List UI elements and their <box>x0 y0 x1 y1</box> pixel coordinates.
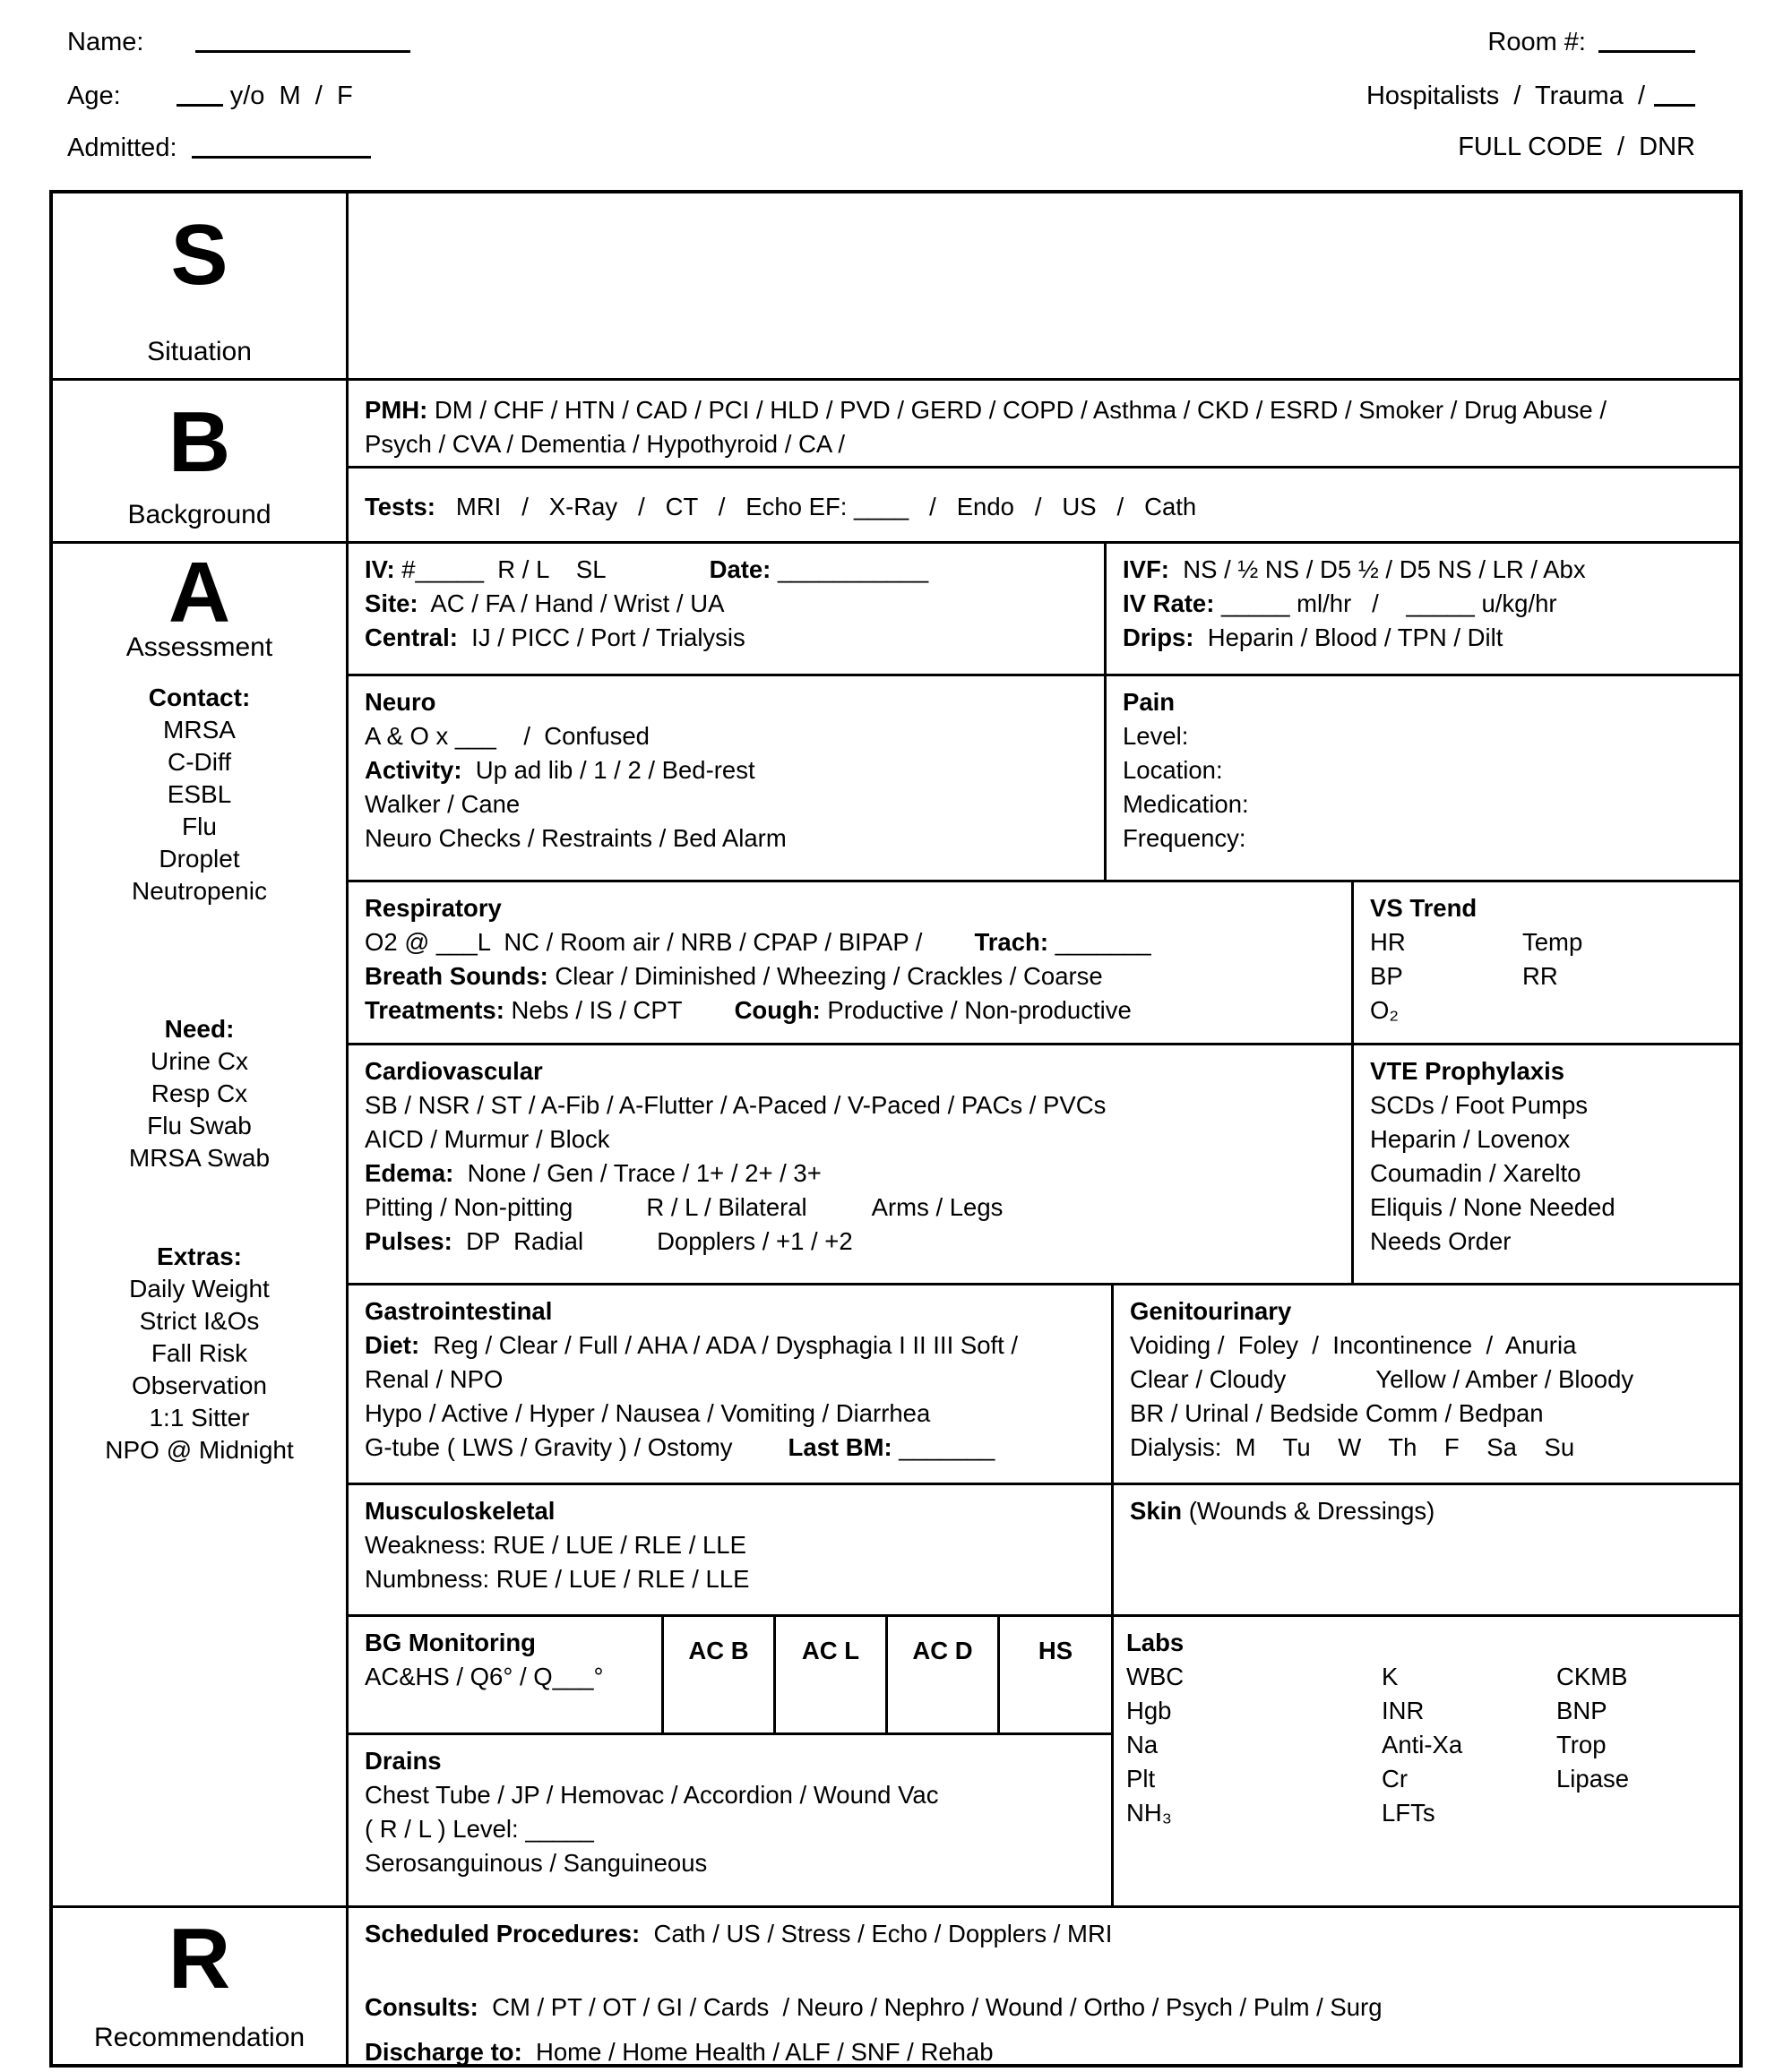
extras-item: Strict I&Os <box>139 1307 260 1336</box>
labs-box <box>1114 1617 1739 1908</box>
need-item: Resp Cx <box>151 1079 248 1108</box>
activity-options: Up ad lib / 1 / 2 / Bed-rest <box>461 756 755 784</box>
contact-precautions-block <box>132 682 267 907</box>
name-label: Name: <box>67 28 144 56</box>
contact-item: Neutropenic <box>132 877 267 906</box>
breath-sounds-options: Clear / Diminished / Wheezing / Crackles / Coarse <box>547 962 1103 990</box>
pmh-box <box>349 381 1739 469</box>
vte-item: Heparin / Lovenox <box>1370 1125 1571 1153</box>
neuro-orientation-options: A & O x ___ / Confused <box>365 722 650 750</box>
drips-options: Heparin / Blood / TPN / Dilt <box>1193 623 1503 651</box>
iv-line <box>365 553 1088 587</box>
discharge-options: Home / Home Health / ALF / SNF / Rehab <box>521 2038 994 2066</box>
pain-frequency-line: Frequency: <box>1123 824 1246 852</box>
labs-row <box>1126 1762 1723 1796</box>
age-blank-line <box>177 79 223 107</box>
vs-hr-label: HR <box>1370 928 1406 956</box>
cough-options: Productive / Non-productive <box>820 996 1132 1024</box>
bowel-sounds-options: Hypo / Active / Hyper / Nausea / Vomiting / Diarrhea <box>365 1399 931 1427</box>
consults-label: Consults: <box>365 1993 478 2021</box>
laterality-options: R / L / Bilateral <box>646 1193 807 1221</box>
genitourinary-title: Genitourinary <box>1130 1297 1292 1325</box>
code-status-line <box>1458 131 1695 163</box>
iv-date-blank: ___________ <box>771 555 929 583</box>
iv-box <box>349 544 1107 676</box>
room-field <box>1487 25 1695 58</box>
section-r-letter: R <box>168 1911 231 2007</box>
age-field <box>67 79 353 112</box>
diet-label: Diet: <box>365 1331 420 1359</box>
skin-title: Skin <box>1130 1497 1183 1525</box>
musculoskeletal-box <box>349 1485 1114 1617</box>
trach-blank: _______ <box>1047 928 1151 956</box>
diet-line-2 <box>365 1363 1095 1397</box>
contact-header: Contact: <box>148 684 251 712</box>
lab-plt: Plt <box>1126 1765 1156 1793</box>
pulses-options: DP Radial <box>452 1227 584 1255</box>
contact-item: C-Diff <box>167 748 232 777</box>
lab-k: K <box>1382 1663 1399 1690</box>
bg-col-acd <box>888 1617 1000 1735</box>
lab-empty <box>1556 1796 1723 1830</box>
dialysis-days-options: Dialysis: M Tu W Th F Sa Su <box>1130 1433 1575 1461</box>
breath-sounds-label: Breath Sounds: <box>365 962 548 990</box>
voiding-options: Voiding / Foley / Incontinence / Anuria <box>1130 1331 1577 1359</box>
scheduled-procedures-label: Scheduled Procedures: <box>365 1920 641 1947</box>
pain-medication-line: Medication: <box>1123 790 1249 818</box>
bowel-sounds-line <box>365 1397 1095 1431</box>
vte-item: Needs Order <box>1370 1227 1512 1255</box>
iv-label: IV: <box>365 555 395 583</box>
section-a-label: Assessment <box>125 632 273 663</box>
lab-ckmb: CKMB <box>1556 1663 1628 1690</box>
activity-label: Activity: <box>365 756 462 784</box>
treatments-line <box>365 993 1335 1027</box>
vs-rr-label: RR <box>1522 962 1558 990</box>
diet-line <box>365 1328 1095 1363</box>
service-blank-line <box>1654 79 1695 107</box>
pain-location-line: Location: <box>1123 756 1223 784</box>
section-a-cell <box>53 544 349 1908</box>
section-r-label: Recommendation <box>93 2023 306 2052</box>
drains-box <box>349 1735 1114 1908</box>
bg-col-acl <box>776 1617 888 1735</box>
lab-wbc: WBC <box>1126 1663 1185 1690</box>
labs-row <box>1126 1796 1723 1830</box>
vs-o2-label: O₂ <box>1370 996 1400 1024</box>
edema-label: Edema: <box>365 1159 454 1187</box>
labs-row <box>1126 1728 1723 1762</box>
section-b-letter: B <box>168 394 231 490</box>
cardiovascular-box <box>349 1045 1354 1285</box>
lab-na: Na <box>1126 1731 1159 1758</box>
room-label: Room #: <box>1487 28 1586 56</box>
respiratory-title: Respiratory <box>365 894 502 922</box>
iv-site-options: AC / FA / Hand / Wrist / UA <box>418 589 725 617</box>
bg-monitoring-title: BG Monitoring <box>365 1629 536 1656</box>
need-item: Urine Cx <box>151 1047 248 1076</box>
pmh-label: PMH: <box>365 396 428 424</box>
iv-date-label: Date: <box>709 555 771 583</box>
dopplers-options: Dopplers / +1 / +2 <box>657 1227 853 1255</box>
edema-options: None / Gen / Trace / 1+ / 2+ / 3+ <box>453 1159 822 1187</box>
lab-nh3: NH₃ <box>1126 1799 1172 1827</box>
bg-monitoring-box <box>349 1617 664 1735</box>
voiding-line <box>1130 1328 1723 1363</box>
urine-appearance-line <box>1130 1363 1723 1397</box>
last-bm-label: Last BM: <box>788 1433 892 1461</box>
vte-item: Coumadin / Xarelto <box>1370 1159 1581 1187</box>
activity-line <box>365 753 1088 787</box>
ivf-label: IVF: <box>1123 555 1169 583</box>
service-line <box>1366 79 1695 112</box>
labs-title: Labs <box>1126 1629 1185 1656</box>
neuro-title: Neuro <box>365 688 436 716</box>
vte-item: SCDs / Foot Pumps <box>1370 1091 1588 1119</box>
labs-row <box>1126 1660 1723 1694</box>
recommendation-box <box>349 1908 1739 2064</box>
lab-cr: Cr <box>1382 1765 1409 1793</box>
iv-site-label: Site: <box>365 589 418 617</box>
extras-header: Extras: <box>157 1242 242 1271</box>
cough-label: Cough: <box>734 996 821 1024</box>
need-item: MRSA Swab <box>128 1144 271 1173</box>
urine-clarity-options: Clear / Cloudy <box>1130 1365 1287 1393</box>
vte-prophylaxis-box <box>1354 1045 1739 1285</box>
discharge-label: Discharge to: <box>365 2038 522 2066</box>
sbar-table <box>49 190 1743 2068</box>
vte-title: VTE Prophylaxis <box>1370 1057 1565 1085</box>
urine-color-options: Yellow / Amber / Bloody <box>1375 1365 1634 1393</box>
cardiac-device-options: AICD / Murmur / Block <box>365 1125 610 1153</box>
lab-bnp: BNP <box>1556 1697 1607 1724</box>
iv-rate-label: IV Rate: <box>1123 589 1215 617</box>
oxygen-options: O2 @ ___L NC / Room air / NRB / CPAP / BIPAP / <box>365 928 923 956</box>
pmh-line <box>365 393 1723 427</box>
extras-item: 1:1 Sitter <box>149 1404 250 1432</box>
vs-row <box>1370 959 1723 993</box>
pmh-options-1: DM / CHF / HTN / CAD / PCI / HLD / PVD / GERD / COPD / Asthma / CKD / ESRD / Smoker / Drug Abuse / <box>427 396 1607 424</box>
section-s-cell <box>53 193 349 381</box>
lab-antixa: Anti-Xa <box>1382 1731 1463 1758</box>
need-block <box>129 1013 270 1174</box>
extras-item: Daily Weight <box>129 1275 270 1303</box>
section-s-letter: S <box>170 207 228 303</box>
vs-trend-title: VS Trend <box>1370 894 1478 922</box>
edema-line <box>365 1156 1335 1191</box>
drips-label: Drips: <box>1123 623 1194 651</box>
cardiovascular-title: Cardiovascular <box>365 1057 543 1085</box>
contact-item: ESBL <box>167 780 232 809</box>
lab-hgb: Hgb <box>1126 1697 1172 1724</box>
neuro-orientation-line <box>365 719 1088 753</box>
situation-notes-area <box>349 193 1739 381</box>
neuro-safety-options: Neuro Checks / Restraints / Bed Alarm <box>365 824 787 852</box>
section-a-letter: A <box>168 545 231 641</box>
vte-item: Eliquis / None Needed <box>1370 1193 1615 1221</box>
pmh-line <box>365 427 1723 461</box>
gtube-line <box>365 1431 1095 1465</box>
ivf-line <box>1123 553 1723 587</box>
ivf-options: NS / ½ NS / D5 ½ / D5 NS / LR / Abx <box>1168 555 1586 583</box>
bg-frequency-line: AC&HS / Q6° / Q___° <box>365 1663 604 1690</box>
extras-item: Observation <box>132 1371 267 1400</box>
lab-inr: INR <box>1382 1697 1425 1724</box>
bg-col-acd-label: AC D <box>912 1637 973 1664</box>
labs-row <box>1126 1694 1723 1728</box>
pitting-line <box>365 1191 1335 1225</box>
bg-col-acb <box>664 1617 776 1735</box>
diet-options: Reg / Clear / Full / AHA / ADA / Dysphagia I II III Soft / <box>419 1331 1019 1359</box>
pulses-line <box>365 1225 1335 1259</box>
vs-row <box>1370 993 1723 1027</box>
discharge-line <box>365 2035 1723 2069</box>
skin-subtitle: (Wounds & Dressings) <box>1182 1497 1435 1525</box>
extras-item: NPO @ Midnight <box>105 1436 294 1465</box>
extras-item: Fall Risk <box>151 1339 248 1368</box>
neuro-safety-line <box>365 821 1088 855</box>
iv-central-line <box>365 621 1088 655</box>
drain-level-line: ( R / L ) Level: _____ <box>365 1815 594 1843</box>
gastrointestinal-box <box>349 1285 1114 1485</box>
admitted-label: Admitted: <box>67 133 177 162</box>
vs-bp-label: BP <box>1370 962 1403 990</box>
pmh-options-2: Psych / CVA / Dementia / Hypothyroid / CA / <box>365 430 845 458</box>
scheduled-procedures-options: Cath / US / Stress / Echo / Dopplers / MRI <box>640 1920 1113 1947</box>
need-header: Need: <box>164 1015 235 1044</box>
lab-lipase: Lipase <box>1556 1765 1630 1793</box>
cardiac-device-line <box>365 1122 1335 1156</box>
drain-output-line: Serosanguinous / Sanguineous <box>365 1849 708 1877</box>
genitourinary-box <box>1114 1285 1739 1485</box>
extras-block <box>105 1241 294 1466</box>
skin-title-line <box>1130 1494 1723 1528</box>
diet-options-2: Renal / NPO <box>365 1365 504 1393</box>
room-blank-line <box>1598 25 1695 53</box>
rhythm-line <box>365 1088 1335 1122</box>
iv-site-line <box>365 587 1088 621</box>
pulses-label: Pulses: <box>365 1227 452 1255</box>
dialysis-line <box>1130 1431 1723 1465</box>
iv-rate-line <box>1123 587 1723 621</box>
trach-label: Trach: <box>974 928 1048 956</box>
toileting-options: BR / Urinal / Bedside Comm / Bedpan <box>1130 1399 1544 1427</box>
tests-box <box>349 469 1739 544</box>
pain-title: Pain <box>1123 688 1176 716</box>
contact-item: MRSA <box>163 716 236 744</box>
last-bm-blank: _______ <box>892 1433 995 1461</box>
scheduled-procedures-line <box>365 1917 1723 1951</box>
iv-central-options: IJ / PICC / Port / Trialysis <box>457 623 745 651</box>
iv-rate-options: _____ ml/hr / _____ u/kg/hr <box>1214 589 1557 617</box>
musculoskeletal-title: Musculoskeletal <box>365 1497 556 1525</box>
weakness-line: Weakness: RUE / LUE / RLE / LLE <box>365 1531 746 1559</box>
neuro-box <box>349 676 1107 882</box>
contact-item: Flu <box>182 812 217 841</box>
vs-trend-box <box>1354 882 1739 1045</box>
treatments-options: Nebs / IS / CPT <box>504 996 683 1024</box>
consults-options: CM / PT / OT / GI / Cards / Neuro / Nephro / Wound / Ortho / Psych / Pulm / Surg <box>478 1993 1383 2021</box>
vs-row <box>1370 925 1723 959</box>
drips-line <box>1123 621 1723 655</box>
code-status-options: FULL CODE / DNR <box>1458 133 1695 161</box>
name-blank-line <box>195 25 410 53</box>
iv-central-label: Central: <box>365 623 458 651</box>
age-options: y/o M / F <box>222 82 353 110</box>
skin-box <box>1114 1485 1739 1617</box>
rhythm-options: SB / NSR / ST / A-Fib / A-Flutter / A-Paced / V-Paced / PACs / PVCs <box>365 1091 1107 1119</box>
vs-temp-label: Temp <box>1522 928 1583 956</box>
bg-col-acb-label: AC B <box>688 1637 749 1664</box>
section-b-cell <box>53 381 349 544</box>
oxygen-line <box>365 925 1335 959</box>
respiratory-box <box>349 882 1354 1045</box>
pitting-options: Pitting / Non-pitting <box>365 1193 573 1221</box>
name-field <box>67 25 410 58</box>
bg-col-hs <box>1000 1617 1114 1735</box>
pain-box <box>1107 676 1739 882</box>
iv-options: #_____ R / L SL <box>394 555 607 583</box>
section-b-label: Background <box>127 500 271 529</box>
bg-col-acl-label: AC L <box>801 1637 860 1664</box>
consults-line <box>365 1990 1723 2025</box>
mobility-aid-options: Walker / Cane <box>365 790 521 818</box>
age-label: Age: <box>67 82 121 110</box>
section-r-cell <box>53 1908 349 2064</box>
drains-title: Drains <box>365 1747 442 1775</box>
tests-line <box>365 490 1723 524</box>
ivf-box <box>1107 544 1739 676</box>
drain-type-line: Chest Tube / JP / Hemovac / Accordion / Wound Vac <box>365 1781 939 1809</box>
admitted-field <box>67 131 371 164</box>
toileting-line <box>1130 1397 1723 1431</box>
breath-sounds-line <box>365 959 1335 993</box>
mobility-aid-line <box>365 787 1088 821</box>
lab-trop: Trop <box>1556 1731 1607 1758</box>
limb-options: Arms / Legs <box>871 1193 1004 1221</box>
need-item: Flu Swab <box>147 1112 252 1140</box>
gastrointestinal-title: Gastrointestinal <box>365 1297 553 1325</box>
admitted-blank-line <box>192 131 371 159</box>
numbness-line: Numbness: RUE / LUE / RLE / LLE <box>365 1565 750 1593</box>
section-s-label: Situation <box>147 337 252 366</box>
pain-level-line: Level: <box>1123 722 1189 750</box>
bg-col-hs-label: HS <box>1038 1637 1073 1664</box>
lab-lfts: LFTs <box>1382 1799 1435 1827</box>
tests-options: MRI / X-Ray / CT / Echo EF: ____ / Endo / US / Cath <box>435 493 1197 520</box>
tests-label: Tests: <box>365 493 435 520</box>
treatments-label: Treatments: <box>365 996 504 1024</box>
gtube-options: G-tube ( LWS / Gravity ) / Ostomy <box>365 1433 733 1461</box>
contact-item: Droplet <box>159 845 240 873</box>
service-options: Hospitalists / Trauma / <box>1366 82 1645 110</box>
